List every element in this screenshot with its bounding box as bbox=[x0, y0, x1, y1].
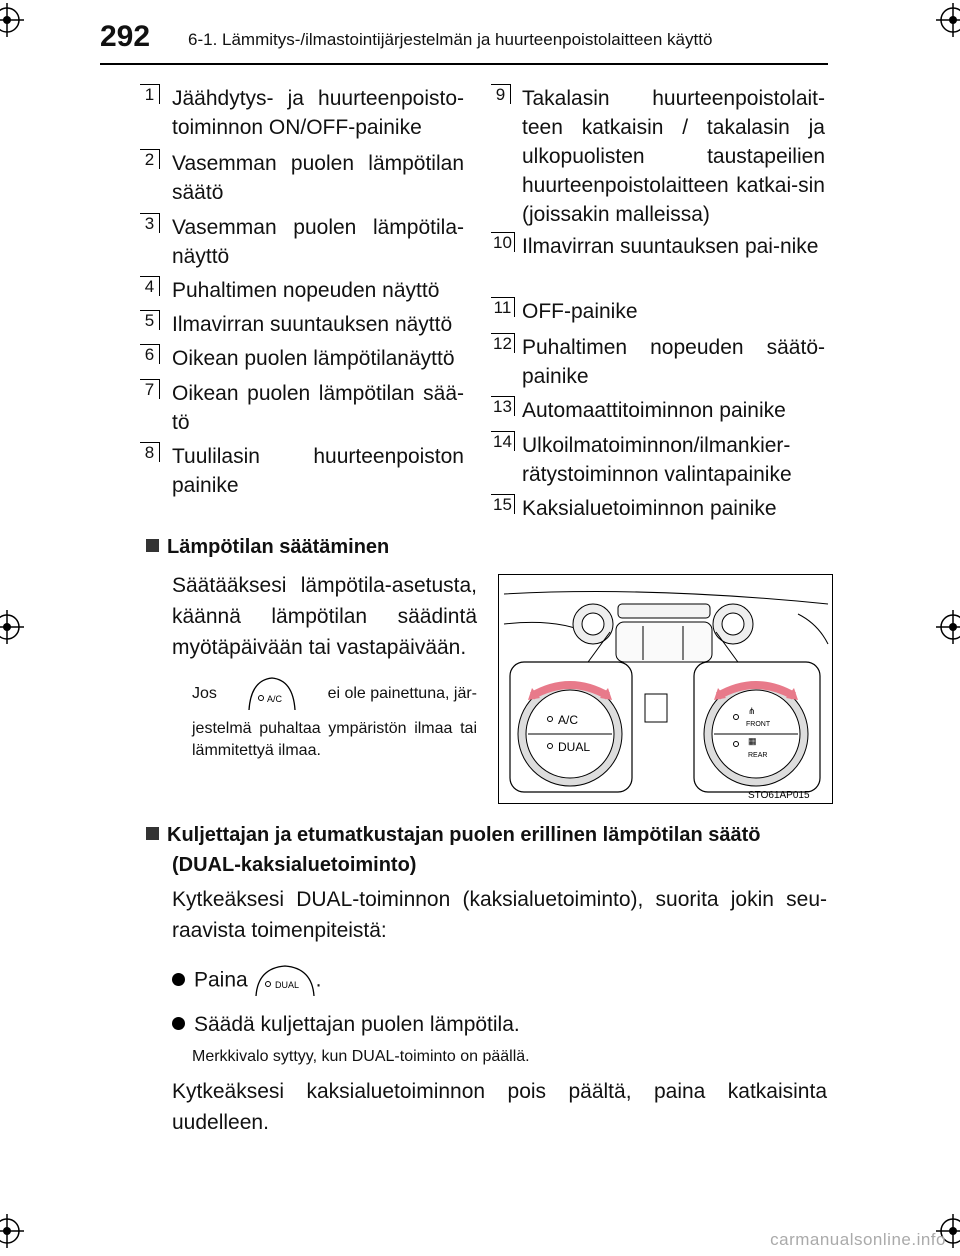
svg-text:⋔: ⋔ bbox=[748, 706, 756, 716]
legend-item: Ilmavirran suuntauksen näyttö bbox=[172, 313, 453, 336]
bullet-dot-icon bbox=[172, 973, 185, 986]
section-paragraph: Kytkeäksesi DUAL-toiminnon (kaksialuetoiminto), suorita jokin seu-raavista toimenpiteistä: bbox=[172, 888, 827, 942]
square-bullet-icon bbox=[146, 827, 159, 840]
legend-item: OFF-painike bbox=[522, 300, 638, 323]
legend-item: Puhaltimen nopeuden säätö-painike bbox=[522, 336, 825, 388]
bullet-item: Paina DUAL . bbox=[172, 964, 321, 998]
note: Jos A/C ei ole painettuna, jär- jestelmä puhaltaa ympäristön ilmaa tai lämmitettyä ilmaa. bbox=[192, 674, 477, 762]
legend-number: 13 bbox=[491, 396, 515, 416]
legend-item: Ulkoilmatoiminnon/ilmankier-rätystoiminnon valintapainike bbox=[522, 434, 792, 486]
section-paragraph: Kytkeäksesi kaksialuetoiminnon pois päältä, paina katkaisinta uudelleen. bbox=[172, 1080, 827, 1134]
legend-number: 9 bbox=[491, 84, 511, 104]
legend-number: 14 bbox=[491, 431, 515, 451]
legend-item: Ilmavirran suuntauksen pai-nike bbox=[522, 235, 819, 258]
bullet-item: Säädä kuljettajan puolen lämpötila. bbox=[172, 1010, 520, 1040]
square-bullet-icon bbox=[146, 539, 159, 552]
page-number: 292 bbox=[100, 20, 151, 53]
legend-number: 7 bbox=[140, 379, 160, 399]
registration-mark-mid-left bbox=[0, 610, 24, 644]
dual-button-label: DUAL bbox=[274, 980, 299, 990]
legend-number: 10 bbox=[491, 232, 515, 252]
legend-number: 2 bbox=[140, 149, 160, 169]
ac-button-label: A/C bbox=[267, 694, 283, 704]
legend-number: 12 bbox=[491, 333, 515, 353]
legend-item: Vasemman puolen lämpötila-näyttö bbox=[172, 216, 464, 268]
rear-label: REAR bbox=[748, 752, 768, 759]
legend-item: Takalasin huurteenpoistolait-teen katkaisin / takalasin ja ulkopuolisten taustapeilien huurteenpoistolaitteen katkai-sin (joissakin malleissa) bbox=[522, 87, 825, 226]
ac-button-icon bbox=[247, 676, 297, 712]
legend-item: Vasemman puolen lämpötilan säätö bbox=[172, 152, 464, 204]
legend-number: 5 bbox=[140, 310, 160, 330]
registration-mark-bottom-left bbox=[0, 1214, 24, 1248]
header-rule bbox=[100, 63, 828, 65]
illustration-code: STO61AP015 bbox=[748, 790, 810, 801]
section-heading: Lämpötilan säätäminen bbox=[146, 532, 389, 562]
legend-item: Oikean puolen lämpötilanäyttö bbox=[172, 347, 455, 370]
dual-button-icon bbox=[254, 964, 316, 998]
bullet-dot-icon bbox=[172, 1017, 185, 1030]
legend-number: 6 bbox=[140, 344, 160, 364]
section-heading: Kuljettajan ja etumatkustajan puolen erillinen lämpötilan säätö (DUAL-kaksialuetoiminto) bbox=[146, 820, 836, 880]
bullet-note: Merkkivalo syttyy, kun DUAL-toiminto on päällä. bbox=[192, 1048, 530, 1065]
legend-number: 8 bbox=[140, 442, 160, 462]
dual-label: DUAL bbox=[558, 740, 591, 754]
legend-item: Tuulilasin huurteenpoiston painike bbox=[172, 445, 464, 497]
legend-number: 3 bbox=[140, 213, 160, 233]
climate-control-illustration bbox=[498, 574, 833, 804]
legend-item: Kaksialuetoiminnon painike bbox=[522, 497, 777, 520]
legend-item: Jäähdytys- ja huurteenpoisto-toiminnon ON/OFF-painike bbox=[172, 87, 464, 139]
section-paragraph: Säätääksesi lämpötila-asetusta, käännä lämpötilan säädintä myötäpäivään tai vastapäivään. bbox=[172, 574, 477, 659]
front-label: FRONT bbox=[746, 721, 771, 728]
legend-number: 4 bbox=[140, 276, 160, 296]
registration-mark-mid-right bbox=[936, 610, 960, 644]
legend-number: 11 bbox=[491, 297, 515, 317]
svg-text:▦: ▦ bbox=[748, 736, 757, 746]
watermark: carmanualsonline.info bbox=[770, 1230, 946, 1249]
registration-mark-top-right bbox=[936, 3, 960, 37]
legend-item: Oikean puolen lämpötilan sää-tö bbox=[172, 382, 464, 434]
legend-item: Automaattitoiminnon painike bbox=[522, 399, 786, 422]
chapter-title: 6-1. Lämmitys-/ilmastointijärjestelmän ja huurteenpoistolaitteen käyttö bbox=[188, 30, 713, 49]
ac-label: A/C bbox=[558, 713, 579, 727]
registration-mark-top-left bbox=[0, 3, 24, 37]
legend-number: 1 bbox=[140, 84, 160, 104]
legend-item: Puhaltimen nopeuden näyttö bbox=[172, 279, 440, 302]
legend-number: 15 bbox=[491, 494, 515, 514]
